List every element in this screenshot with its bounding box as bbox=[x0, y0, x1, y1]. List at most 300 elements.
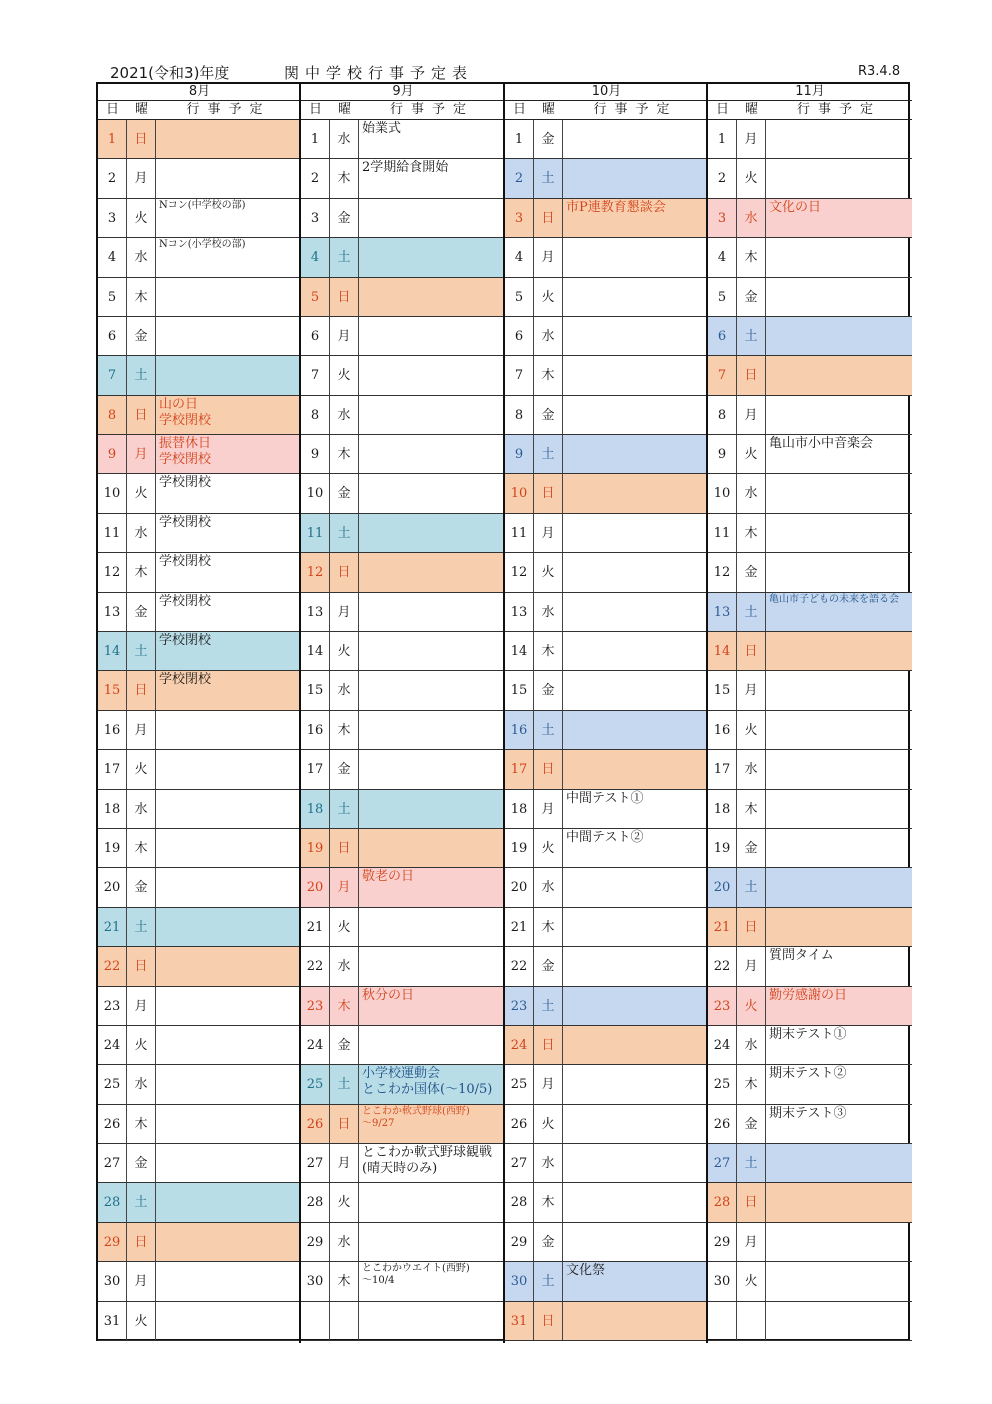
event-cell: 学校閉校 bbox=[156, 671, 301, 709]
event-cell: 市P連教育懇談会 bbox=[563, 199, 708, 237]
weekday: 火 bbox=[330, 1183, 359, 1221]
weekday: 月 bbox=[534, 790, 563, 828]
day-row bbox=[301, 553, 505, 592]
event-cell: 期末テスト③ bbox=[769, 1105, 847, 1121]
day-number: 26 bbox=[301, 1105, 330, 1143]
weekday: 土 bbox=[737, 317, 766, 355]
day-number: 23 bbox=[301, 987, 330, 1025]
day-row bbox=[708, 868, 912, 907]
day-number: 15 bbox=[708, 671, 737, 709]
weekday: 水 bbox=[330, 947, 359, 985]
event-cell bbox=[766, 159, 912, 197]
weekday: 木 bbox=[534, 632, 563, 670]
day-row bbox=[708, 1105, 912, 1144]
day-number: 26 bbox=[708, 1105, 737, 1143]
weekday: 木 bbox=[330, 711, 359, 749]
event-cell bbox=[156, 1144, 301, 1182]
day-number: 15 bbox=[301, 671, 330, 709]
weekday: 月 bbox=[737, 671, 766, 709]
weekday: 水 bbox=[534, 317, 563, 355]
event-cell bbox=[156, 829, 301, 867]
weekday: 月 bbox=[330, 868, 359, 906]
weekday: 日 bbox=[737, 356, 766, 394]
weekday: 土 bbox=[127, 908, 156, 946]
day-row bbox=[708, 553, 912, 592]
day-row bbox=[98, 868, 301, 907]
event-cell bbox=[563, 711, 708, 749]
event-cell bbox=[766, 317, 912, 355]
event-cell bbox=[359, 829, 505, 867]
day-number: 6 bbox=[505, 317, 534, 355]
day-row bbox=[98, 671, 301, 710]
day-row bbox=[98, 829, 301, 868]
weekday: 月 bbox=[330, 317, 359, 355]
weekday: 月 bbox=[330, 593, 359, 631]
event-cell bbox=[563, 1183, 708, 1221]
day-row bbox=[505, 514, 708, 553]
day-number: 25 bbox=[301, 1065, 330, 1103]
weekday-header: 曜 bbox=[744, 102, 758, 117]
day-number: 12 bbox=[505, 553, 534, 591]
day-number: 26 bbox=[98, 1105, 127, 1143]
day-number: 30 bbox=[505, 1262, 534, 1300]
day-number: 4 bbox=[98, 238, 127, 276]
day-number: 6 bbox=[301, 317, 330, 355]
weekday: 日 bbox=[737, 1183, 766, 1221]
day-row bbox=[708, 278, 912, 317]
event-cell: 学校閉校 bbox=[159, 514, 212, 530]
weekday: 月 bbox=[127, 1262, 156, 1300]
event-cell: 期末テスト② bbox=[769, 1066, 847, 1082]
weekday: 金 bbox=[534, 1223, 563, 1261]
month-header: 11月 bbox=[708, 84, 912, 101]
weekday: 日 bbox=[127, 947, 156, 985]
weekday: 水 bbox=[330, 120, 359, 158]
weekday: 火 bbox=[127, 1302, 156, 1340]
day-row bbox=[505, 317, 708, 356]
day-number: 14 bbox=[505, 632, 534, 670]
event-cell bbox=[359, 1026, 505, 1064]
day-number: 23 bbox=[98, 987, 127, 1025]
event-cell bbox=[359, 947, 505, 985]
day-row bbox=[301, 790, 505, 829]
month-column-sep bbox=[301, 84, 505, 1343]
day-number: 7 bbox=[708, 356, 737, 394]
day-number: 2 bbox=[708, 159, 737, 197]
schedule-table bbox=[96, 82, 910, 1341]
event-cell: 学校閉校 bbox=[159, 475, 212, 491]
day-row bbox=[505, 987, 708, 1026]
day-row bbox=[301, 1065, 505, 1104]
day-number: 27 bbox=[98, 1144, 127, 1182]
event-cell bbox=[156, 868, 301, 906]
weekday: 土 bbox=[534, 159, 563, 197]
column-header-row bbox=[505, 101, 708, 120]
day-row bbox=[301, 908, 505, 947]
day-row bbox=[98, 1144, 301, 1183]
weekday: 火 bbox=[127, 750, 156, 788]
weekday: 月 bbox=[534, 1065, 563, 1103]
event-cell bbox=[766, 908, 912, 946]
day-number: 24 bbox=[505, 1026, 534, 1064]
day-number: 25 bbox=[505, 1065, 534, 1103]
event-cell bbox=[766, 1223, 912, 1261]
event-cell bbox=[563, 317, 708, 355]
day-number: 28 bbox=[708, 1183, 737, 1221]
event-cell bbox=[563, 120, 708, 158]
day-number: 20 bbox=[301, 868, 330, 906]
day-number: 30 bbox=[708, 1262, 737, 1300]
event-cell bbox=[563, 159, 708, 197]
day-number: 19 bbox=[505, 829, 534, 867]
weekday: 金 bbox=[737, 829, 766, 867]
day-number: 10 bbox=[98, 474, 127, 512]
day-row bbox=[505, 1026, 708, 1065]
weekday: 月 bbox=[534, 238, 563, 276]
event-cell bbox=[563, 1065, 708, 1103]
day-row bbox=[301, 356, 505, 395]
day-number: 11 bbox=[98, 514, 127, 552]
weekday: 火 bbox=[737, 711, 766, 749]
weekday: 月 bbox=[737, 947, 766, 985]
event-cell bbox=[563, 435, 708, 473]
day-row bbox=[505, 1302, 708, 1341]
weekday: 水 bbox=[737, 474, 766, 512]
day-number: 1 bbox=[98, 120, 127, 158]
day-row bbox=[98, 474, 301, 513]
day-number: 21 bbox=[708, 908, 737, 946]
day-row bbox=[301, 1026, 505, 1065]
event-cell bbox=[156, 1223, 301, 1261]
day-row bbox=[301, 159, 505, 198]
weekday: 土 bbox=[534, 435, 563, 473]
day-row bbox=[505, 396, 708, 435]
day-header: 日 bbox=[308, 102, 322, 117]
day-row bbox=[98, 908, 301, 947]
event-cell bbox=[563, 671, 708, 709]
weekday: 土 bbox=[330, 790, 359, 828]
day-number: 18 bbox=[708, 790, 737, 828]
event-cell bbox=[156, 987, 301, 1025]
weekday: 月 bbox=[127, 711, 156, 749]
day-number: 9 bbox=[505, 435, 534, 473]
weekday: 木 bbox=[737, 790, 766, 828]
day-number: 3 bbox=[505, 199, 534, 237]
event-cell: 文化の日 bbox=[766, 199, 912, 237]
weekday: 水 bbox=[330, 671, 359, 709]
day-row bbox=[301, 750, 505, 789]
day-row bbox=[301, 947, 505, 986]
day-header: 日 bbox=[512, 102, 526, 117]
weekday: 月 bbox=[127, 435, 156, 473]
day-number: 4 bbox=[301, 238, 330, 276]
day-number: 20 bbox=[505, 868, 534, 906]
day-row bbox=[708, 1302, 912, 1341]
day-row bbox=[98, 120, 301, 159]
event-cell bbox=[563, 1105, 708, 1143]
events-header: 行事予定 bbox=[796, 102, 881, 117]
day-row bbox=[301, 474, 505, 513]
weekday: 月 bbox=[737, 120, 766, 158]
event-cell: とこわか軟式野球観戦 (晴天時のみ) bbox=[362, 1145, 493, 1177]
weekday-header: 曜 bbox=[134, 102, 148, 117]
day-number: 29 bbox=[98, 1223, 127, 1261]
weekday: 土 bbox=[330, 238, 359, 276]
day-row bbox=[98, 1026, 301, 1065]
weekday: 土 bbox=[534, 987, 563, 1025]
weekday: 水 bbox=[127, 238, 156, 276]
day-row bbox=[98, 790, 301, 829]
event-cell bbox=[766, 790, 912, 828]
event-cell bbox=[563, 396, 708, 434]
day-number: 18 bbox=[505, 790, 534, 828]
weekday: 水 bbox=[737, 199, 766, 237]
day-row bbox=[98, 1065, 301, 1104]
weekday: 水 bbox=[330, 1223, 359, 1261]
weekday: 木 bbox=[127, 553, 156, 591]
day-row bbox=[301, 1105, 505, 1144]
day-number: 1 bbox=[708, 120, 737, 158]
event-cell bbox=[766, 514, 912, 552]
day-number: 6 bbox=[98, 317, 127, 355]
weekday-header: 曜 bbox=[337, 102, 351, 117]
event-cell bbox=[359, 1183, 505, 1221]
event-cell bbox=[359, 553, 505, 591]
event-cell bbox=[156, 1026, 301, 1064]
day-number: 27 bbox=[708, 1144, 737, 1182]
day-number: 17 bbox=[98, 750, 127, 788]
day-row bbox=[98, 159, 301, 198]
day-row bbox=[505, 159, 708, 198]
day-row bbox=[301, 317, 505, 356]
event-cell bbox=[766, 711, 912, 749]
day-row bbox=[505, 671, 708, 710]
event-cell bbox=[156, 1105, 301, 1143]
event-cell bbox=[563, 278, 708, 316]
day-number: 28 bbox=[505, 1183, 534, 1221]
weekday-header: 曜 bbox=[541, 102, 555, 117]
column-divider bbox=[503, 84, 505, 1343]
weekday: 水 bbox=[534, 1144, 563, 1182]
day-row bbox=[505, 908, 708, 947]
month-header: 9月 bbox=[301, 84, 505, 101]
weekday: 土 bbox=[127, 632, 156, 670]
day-number: 31 bbox=[505, 1302, 534, 1340]
events-header: 行事予定 bbox=[593, 102, 678, 117]
event-cell: 学校閉校 bbox=[159, 593, 212, 609]
day-row bbox=[708, 1183, 912, 1222]
weekday: 火 bbox=[127, 1026, 156, 1064]
day-row bbox=[505, 120, 708, 159]
day-number: 10 bbox=[301, 474, 330, 512]
day-row bbox=[301, 396, 505, 435]
event-cell: Nコン(小学校の部) bbox=[159, 239, 246, 251]
event-cell bbox=[766, 278, 912, 316]
weekday: 日 bbox=[534, 1026, 563, 1064]
weekday: 木 bbox=[330, 435, 359, 473]
weekday: 土 bbox=[737, 868, 766, 906]
day-number: 6 bbox=[708, 317, 737, 355]
event-cell bbox=[563, 474, 708, 512]
day-number: 12 bbox=[98, 553, 127, 591]
day-number: 23 bbox=[505, 987, 534, 1025]
weekday: 金 bbox=[737, 278, 766, 316]
day-number: 17 bbox=[505, 750, 534, 788]
day-row bbox=[301, 987, 505, 1026]
event-cell bbox=[359, 514, 505, 552]
event-cell bbox=[563, 593, 708, 631]
weekday: 土 bbox=[330, 1065, 359, 1103]
day-number: 13 bbox=[505, 593, 534, 631]
day-number: 3 bbox=[301, 199, 330, 237]
day-row bbox=[708, 790, 912, 829]
day-number: 5 bbox=[98, 278, 127, 316]
day-row bbox=[708, 987, 912, 1026]
event-cell bbox=[359, 593, 505, 631]
day-row bbox=[505, 1262, 708, 1301]
weekday: 土 bbox=[330, 514, 359, 552]
day-row bbox=[98, 1183, 301, 1222]
event-cell: 亀山市子どもの未来を語る会 bbox=[766, 593, 912, 631]
weekday: 金 bbox=[330, 750, 359, 788]
revision-label: R3.4.8 bbox=[858, 64, 901, 79]
day-row bbox=[708, 671, 912, 710]
event-cell bbox=[563, 987, 708, 1025]
weekday: 金 bbox=[330, 199, 359, 237]
weekday: 木 bbox=[534, 908, 563, 946]
day-row bbox=[98, 1223, 301, 1262]
day-row bbox=[708, 908, 912, 947]
day-row bbox=[98, 238, 301, 277]
day-row bbox=[505, 553, 708, 592]
weekday: 月 bbox=[737, 396, 766, 434]
day-number: 5 bbox=[505, 278, 534, 316]
weekday: 火 bbox=[737, 159, 766, 197]
day-number: 23 bbox=[708, 987, 737, 1025]
day-number: 24 bbox=[708, 1026, 737, 1064]
day-row bbox=[301, 632, 505, 671]
event-cell bbox=[766, 120, 912, 158]
weekday: 水 bbox=[330, 396, 359, 434]
event-cell bbox=[766, 1262, 912, 1300]
day-row bbox=[505, 435, 708, 474]
event-cell bbox=[563, 1026, 708, 1064]
day-row bbox=[98, 435, 301, 474]
weekday: 水 bbox=[737, 1026, 766, 1064]
event-cell bbox=[359, 1302, 505, 1340]
day-row bbox=[505, 1223, 708, 1262]
weekday: 日 bbox=[330, 1105, 359, 1143]
event-cell bbox=[359, 356, 505, 394]
day-row bbox=[708, 120, 912, 159]
weekday: 木 bbox=[534, 1183, 563, 1221]
event-cell bbox=[156, 908, 301, 946]
event-cell: 学校閉校 bbox=[159, 554, 212, 570]
event-cell bbox=[156, 750, 301, 788]
day-row bbox=[708, 829, 912, 868]
day-number: 16 bbox=[505, 711, 534, 749]
day-row bbox=[708, 1262, 912, 1301]
day-row bbox=[708, 1223, 912, 1262]
day-row bbox=[301, 829, 505, 868]
weekday: 日 bbox=[127, 120, 156, 158]
event-cell bbox=[359, 474, 505, 512]
day-number: 30 bbox=[301, 1262, 330, 1300]
event-cell: 振替休日 学校閉校 bbox=[156, 435, 301, 473]
day-row bbox=[505, 356, 708, 395]
event-cell bbox=[766, 1302, 912, 1340]
day-number: 21 bbox=[505, 908, 534, 946]
day-number: 17 bbox=[301, 750, 330, 788]
day-row bbox=[98, 750, 301, 789]
day-row bbox=[98, 356, 301, 395]
day-number: 17 bbox=[708, 750, 737, 788]
day-number: 22 bbox=[301, 947, 330, 985]
day-number: 3 bbox=[708, 199, 737, 237]
event-cell bbox=[359, 199, 505, 237]
event-cell bbox=[156, 356, 301, 394]
weekday: 火 bbox=[127, 474, 156, 512]
weekday: 火 bbox=[534, 278, 563, 316]
event-cell bbox=[156, 1262, 301, 1300]
day-row bbox=[505, 199, 708, 238]
event-cell bbox=[766, 396, 912, 434]
day-row bbox=[505, 278, 708, 317]
weekday: 土 bbox=[534, 711, 563, 749]
day-row bbox=[301, 238, 505, 277]
day-number bbox=[301, 1302, 330, 1340]
weekday: 日 bbox=[737, 632, 766, 670]
weekday: 火 bbox=[737, 987, 766, 1025]
day-number: 5 bbox=[708, 278, 737, 316]
weekday: 日 bbox=[330, 553, 359, 591]
day-number: 7 bbox=[301, 356, 330, 394]
day-row bbox=[708, 159, 912, 198]
weekday: 火 bbox=[737, 1262, 766, 1300]
day-number: 4 bbox=[505, 238, 534, 276]
day-number: 13 bbox=[98, 593, 127, 631]
weekday: 火 bbox=[534, 1105, 563, 1143]
event-cell: 小学校運動会 とこわか国体(～10/5) bbox=[359, 1065, 505, 1103]
day-row bbox=[505, 632, 708, 671]
day-row bbox=[98, 593, 301, 632]
weekday: 日 bbox=[534, 750, 563, 788]
weekday: 木 bbox=[534, 356, 563, 394]
event-cell: 期末テスト① bbox=[769, 1026, 847, 1042]
event-cell: 2学期給食開始 bbox=[362, 160, 449, 176]
day-number: 9 bbox=[708, 435, 737, 473]
day-number: 22 bbox=[708, 947, 737, 985]
weekday: 木 bbox=[330, 159, 359, 197]
day-number: 16 bbox=[98, 711, 127, 749]
event-cell bbox=[563, 1144, 708, 1182]
event-cell: 文化祭 bbox=[563, 1262, 708, 1300]
event-cell bbox=[359, 671, 505, 709]
day-row bbox=[505, 790, 708, 829]
event-cell: 秋分の日 bbox=[359, 987, 505, 1025]
day-number: 7 bbox=[505, 356, 534, 394]
event-cell: とこわか軟式野球(西野) ～9/27 bbox=[359, 1105, 505, 1143]
weekday: 木 bbox=[330, 987, 359, 1025]
day-row bbox=[98, 1105, 301, 1144]
weekday: 金 bbox=[534, 396, 563, 434]
day-header: 日 bbox=[105, 102, 119, 117]
weekday bbox=[737, 1302, 766, 1340]
event-cell bbox=[766, 238, 912, 276]
month-header: 10月 bbox=[505, 84, 708, 101]
day-number: 5 bbox=[301, 278, 330, 316]
day-row bbox=[708, 1144, 912, 1183]
